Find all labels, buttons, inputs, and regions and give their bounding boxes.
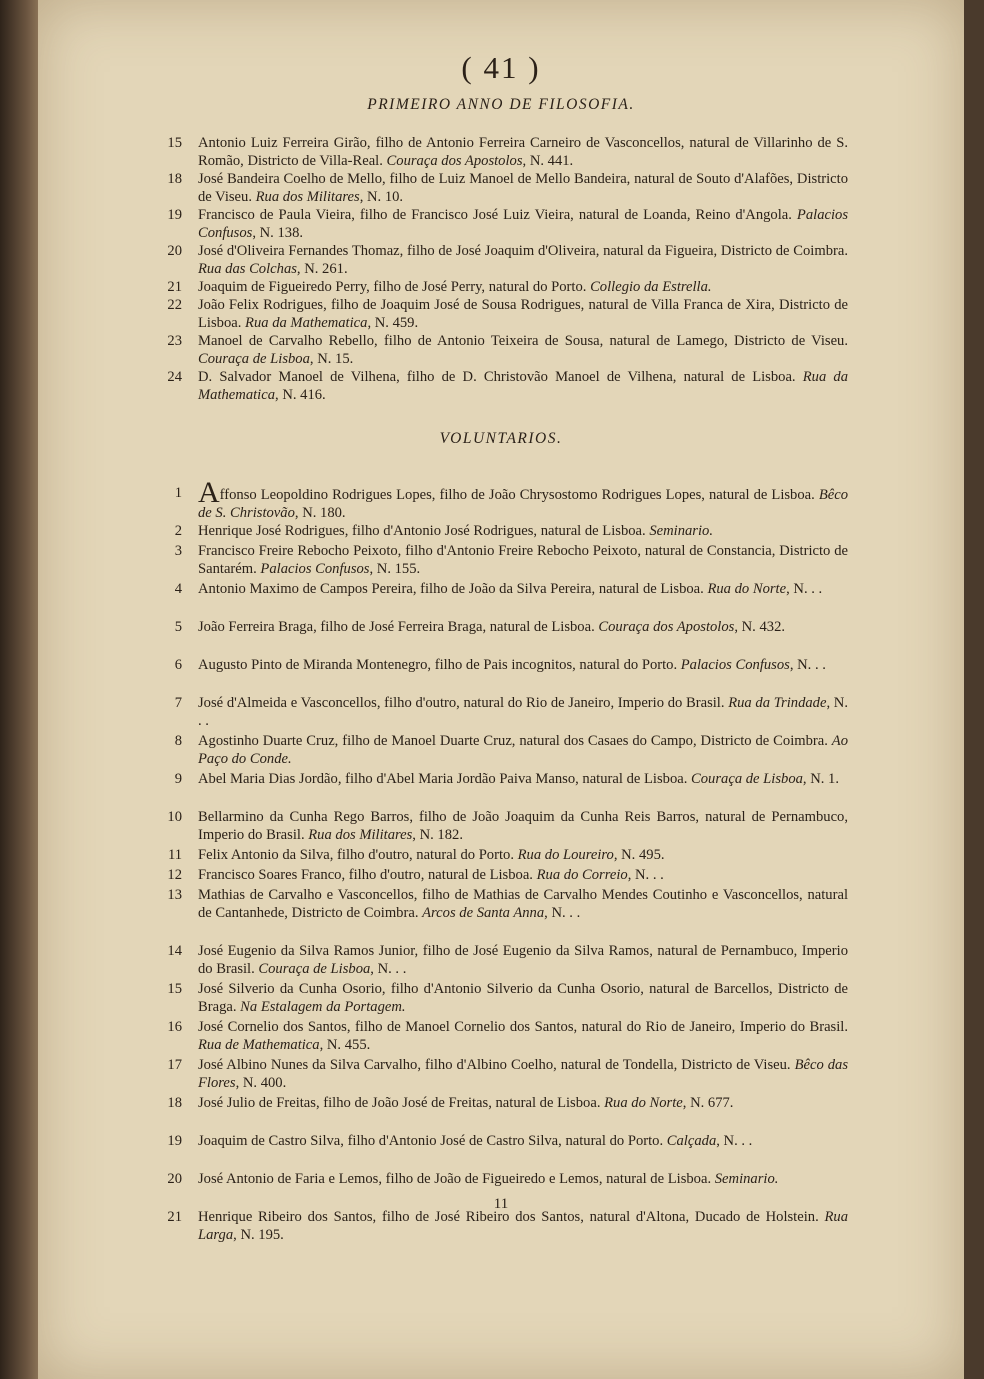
entry-house-number: , N. . . xyxy=(786,581,823,597)
entry-house-number: , N. . . xyxy=(716,1133,753,1149)
entry-number: 16 xyxy=(167,1019,182,1035)
entry-body: Francisco Soares Franco, filho d'outro, natural de Lisboa. xyxy=(198,867,537,883)
entry-text xyxy=(198,1170,848,1188)
entry-body: Antonio Maximo de Campos Pereira, filho de João da Silva Pereira, natural de Lisboa. xyxy=(198,581,708,597)
entry-address: Rua Larga xyxy=(198,1209,848,1243)
entry-text xyxy=(198,278,848,296)
entry-address: Palacios Confusos xyxy=(260,561,370,577)
entry-number: 8 xyxy=(174,733,182,749)
entry-body: Joaquim de Castro Silva, filho d'Antonio José de Castro Silva, natural do Porto. xyxy=(198,1133,667,1149)
entry-body: D. Salvador Manoel de Vilhena, filho de D. Christovão Manoel de Vilhena, natural de Lisboa. xyxy=(198,369,803,385)
page-number: ( 41 ) xyxy=(461,50,541,85)
entry-body: Augusto Pinto de Miranda Montenegro, filho de Pais incognitos, natural do Porto. xyxy=(198,657,681,673)
entry-house-number: , N. 15. xyxy=(309,351,354,367)
entry-number: 10 xyxy=(167,809,182,825)
entry-text xyxy=(198,1094,848,1112)
entry-text xyxy=(198,522,848,540)
entry-address: Rua dos Militares xyxy=(308,827,413,843)
entry-address: Na Estalagem da Portagem. xyxy=(240,999,406,1015)
entry-address: Bêco de S. Christovão xyxy=(198,487,848,521)
entry-text xyxy=(198,206,848,242)
entry-house-number: , N. 495. xyxy=(613,847,665,863)
entry-body: José d'Oliveira Fernandes Thomaz, filho de José Joaquim d'Oliveira, natural da Figueira, Districto de Coimbra. xyxy=(198,243,848,259)
entry-address: Seminario. xyxy=(649,523,713,539)
entry-body: José Bandeira Coelho de Mello, filho de Luiz Manoel de Mello Bandeira, natural de Souto d'Alafões, Districto de Viseu. xyxy=(198,171,848,205)
entry-number: 6 xyxy=(174,657,182,673)
entry-address: Seminario. xyxy=(714,1171,779,1187)
entry-address: Rua da Mathematica xyxy=(198,369,848,403)
entry-body: José Cornelio dos Santos, filho de Manoel Cornelio dos Santos, natural do Rio de Janeiro, Imperio do Brasil. xyxy=(198,1019,848,1035)
entry-address: Arcos de Santa Anna xyxy=(422,905,545,921)
entry-text xyxy=(198,1132,848,1150)
entry-address: Couraça dos Apostolos xyxy=(386,153,523,169)
entry-address: Palacios Confusos xyxy=(680,657,790,673)
entry-body: Joaquim de Figueiredo Perry, filho de José Perry, natural do Porto. xyxy=(198,279,591,295)
entry-house-number: , N. 432. xyxy=(734,619,786,635)
entry-address: Rua do Norte xyxy=(604,1095,683,1111)
entry-body: Mathias de Carvalho e Vasconcellos, filho de Mathias de Carvalho Mendes Coutinho e Vasconcellos, natural de Cantanhede, Districto de Coimbra. xyxy=(198,887,848,921)
entry-address: Collegio da Estrella. xyxy=(590,279,712,295)
entry-house-number: , N. 10. xyxy=(359,189,404,205)
entry-address: Rua do Correio xyxy=(536,867,628,883)
entry-body: João Ferreira Braga, filho de José Ferreira Braga, natural de Lisboa. xyxy=(198,619,599,635)
entry-number: 20 xyxy=(167,243,182,259)
entry-body: José Julio de Freitas, filho de João José de Freitas, natural de Lisboa. xyxy=(198,1095,605,1111)
entry-number: 21 xyxy=(167,279,182,295)
entry-number: 13 xyxy=(167,887,182,903)
entry-body: Agostinho Duarte Cruz, filho de Manoel Duarte Cruz, natural dos Casaes do Campo, Districto de Coimbra. xyxy=(198,733,832,749)
entry-text xyxy=(198,242,848,278)
entry-number: 4 xyxy=(174,581,182,597)
entry-body: José Silverio da Cunha Osorio, filho d'Antonio Silverio da Cunha Osorio, natural de Barcellos, Districto de Braga. xyxy=(198,981,848,1015)
entry-body: Henrique Ribeiro dos Santos, filho de José Ribeiro dos Santos, natural d'Altona, Ducado de Holstein. xyxy=(198,1209,825,1225)
entry-number: 14 xyxy=(167,943,182,959)
entry-body: José Eugenio da Silva Ramos Junior, filho de José Eugenio da Silva Ramos, natural de Pernambuco, Imperio do Brasil. xyxy=(198,943,848,977)
entry-house-number: , N. 138. xyxy=(252,225,304,241)
entry-number: 5 xyxy=(174,619,182,635)
drop-cap: A xyxy=(198,476,220,509)
entry-number: 18 xyxy=(167,1095,182,1111)
entry-text xyxy=(198,1208,848,1244)
entry-body: Abel Maria Dias Jordão, filho d'Abel Maria Jordão Paiva Manso, natural de Lisboa. xyxy=(198,771,692,787)
entry-text xyxy=(198,980,848,1016)
entry-number: 12 xyxy=(167,867,182,883)
entry-house-number: , N. . . xyxy=(544,905,581,921)
entry-house-number: , N. 1. xyxy=(802,771,840,787)
entry-address: Couraça de Lisboa xyxy=(258,961,371,977)
entry-house-number: , N. 261. xyxy=(296,261,348,277)
entry-house-number: , N. . . xyxy=(789,657,826,673)
entry-address: Couraça de Lisboa xyxy=(198,351,310,367)
entry-body: José d'Almeida e Vasconcellos, filho d'outro, natural do Rio de Janeiro, Imperio do Brasil. xyxy=(198,695,729,711)
entry-number: 19 xyxy=(167,1133,182,1149)
entry-text xyxy=(198,846,848,864)
entry-number: 1 xyxy=(174,485,182,501)
entry-text xyxy=(198,866,848,884)
entry-body: José Albino Nunes da Silva Carvalho, filho d'Albino Coelho, natural de Tondella, Districto de Viseu. xyxy=(198,1057,795,1073)
entry-text xyxy=(198,542,848,578)
entry-text xyxy=(198,580,848,598)
entry-number: 2 xyxy=(174,523,182,539)
entry-text xyxy=(198,332,848,368)
entry-number: 15 xyxy=(167,981,182,997)
entry-number: 17 xyxy=(167,1057,182,1073)
entry-address: Couraça dos Apostolos xyxy=(598,619,735,635)
signature-mark: 11 xyxy=(493,1196,509,1212)
entry-text xyxy=(198,770,848,788)
entry-house-number: , N. 441. xyxy=(522,153,574,169)
entry-text xyxy=(198,732,848,768)
entry-text xyxy=(198,476,848,522)
entry-address: Rua de Mathematica xyxy=(198,1037,320,1053)
entry-text xyxy=(198,1056,848,1092)
entry-text xyxy=(198,296,848,332)
entry-text xyxy=(198,694,848,730)
entry-number: 15 xyxy=(167,135,182,151)
entry-house-number: , N. 455. xyxy=(319,1037,371,1053)
entry-text xyxy=(198,618,848,636)
entry-number: 22 xyxy=(167,297,182,313)
entry-house-number: , N. . . xyxy=(370,961,407,977)
entry-body: Francisco Freire Rebocho Peixoto, filho d'Antonio Freire Rebocho Peixoto, natural de Constancia, Districto de Santarém. xyxy=(198,543,848,577)
entry-address: Couraça de Lisboa xyxy=(691,771,803,787)
entry-number: 3 xyxy=(174,543,182,559)
entry-address: Palacios Confusos xyxy=(198,207,848,241)
entry-body: ffonso Leopoldino Rodrigues Lopes, filho de João Chrysostomo Rodrigues Lopes, natural de Lisboa. xyxy=(219,487,819,503)
entry-text xyxy=(198,942,848,978)
entry-house-number: , N. 416. xyxy=(275,387,326,403)
entry-body: João Felix Rodrigues, filho de Joaquim José de Sousa Rodrigues, natural de Villa Franca de Xira, Districto de Lisboa. xyxy=(198,297,848,331)
entry-body: Henrique José Rodrigues, filho d'Antonio José Rodrigues, natural de Lisboa. xyxy=(198,523,650,539)
entry-text xyxy=(198,656,848,674)
entry-body: Francisco de Paula Vieira, filho de Francisco José Luiz Vieira, natural de Loanda, Reino d'Angola. xyxy=(198,207,797,223)
entry-body: Bellarmino da Cunha Rego Barros, filho de João Joaquim da Cunha Reis Barros, natural de Pernambuco, Imperio do Brasil. xyxy=(198,809,848,843)
entry-number: 18 xyxy=(167,171,182,187)
entry-number: 11 xyxy=(167,847,182,863)
entry-house-number: , N. 677. xyxy=(682,1095,734,1111)
entry-house-number: , N. 180. xyxy=(294,505,346,521)
entry-text xyxy=(198,1018,848,1054)
entry-address: Calçada xyxy=(666,1133,717,1149)
entry-number: 21 xyxy=(167,1209,182,1225)
entry-number: 19 xyxy=(167,207,182,223)
entry-house-number: , N. . . xyxy=(627,867,664,883)
entry-house-number: , N. 459. xyxy=(367,315,419,331)
entry-text xyxy=(198,808,848,844)
entry-body: José Antonio de Faria e Lemos, filho de João de Figueiredo e Lemos, natural de Lisboa. xyxy=(198,1171,715,1187)
book-binding xyxy=(0,0,38,1379)
entry-body: Felix Antonio da Silva, filho d'outro, natural do Porto. xyxy=(198,847,518,863)
entry-address: Rua dos Militares xyxy=(255,189,360,205)
entry-body: Antonio Luiz Ferreira Girão, filho de Antonio Ferreira Carneiro de Vasconcellos, natural de Villarinho de S. Romão, Districto de Villa-Real. xyxy=(198,135,848,169)
entry-address: Rua da Mathematica xyxy=(245,315,368,331)
entry-text xyxy=(198,170,848,206)
entry-house-number: , N. 195. xyxy=(233,1227,284,1243)
entry-house-number: , N. 182. xyxy=(412,827,463,843)
document-page xyxy=(38,0,964,1379)
entry-text xyxy=(198,134,848,170)
entry-address: Bêco das Flores xyxy=(198,1057,848,1091)
entry-text xyxy=(198,368,848,404)
entry-address: Rua da Trindade xyxy=(728,695,827,711)
entry-address: Rua das Colchas xyxy=(198,261,297,277)
entry-address: Rua do Loureiro xyxy=(517,847,614,863)
entry-body: Manoel de Carvalho Rebello, filho de Antonio Teixeira de Sousa, natural de Lamego, Districto de Viseu. xyxy=(198,333,848,349)
entry-number: 23 xyxy=(167,333,182,349)
entry-house-number: , N. . . xyxy=(198,695,848,729)
entry-number: 7 xyxy=(174,695,182,711)
section-heading-filosofia: PRIMEIRO ANNO DE FILOSOFIA. xyxy=(367,96,635,113)
entry-number: 20 xyxy=(167,1171,182,1187)
entry-house-number: , N. 400. xyxy=(235,1075,287,1091)
entry-address: Rua do Norte xyxy=(707,581,787,597)
entry-house-number: , N. 155. xyxy=(369,561,421,577)
section-heading-voluntarios: VOLUNTARIOS. xyxy=(439,430,563,447)
entry-address: Ao Paço do Conde. xyxy=(198,733,848,767)
entry-text xyxy=(198,886,848,922)
entry-number: 9 xyxy=(174,771,182,787)
entry-number: 24 xyxy=(167,369,182,385)
